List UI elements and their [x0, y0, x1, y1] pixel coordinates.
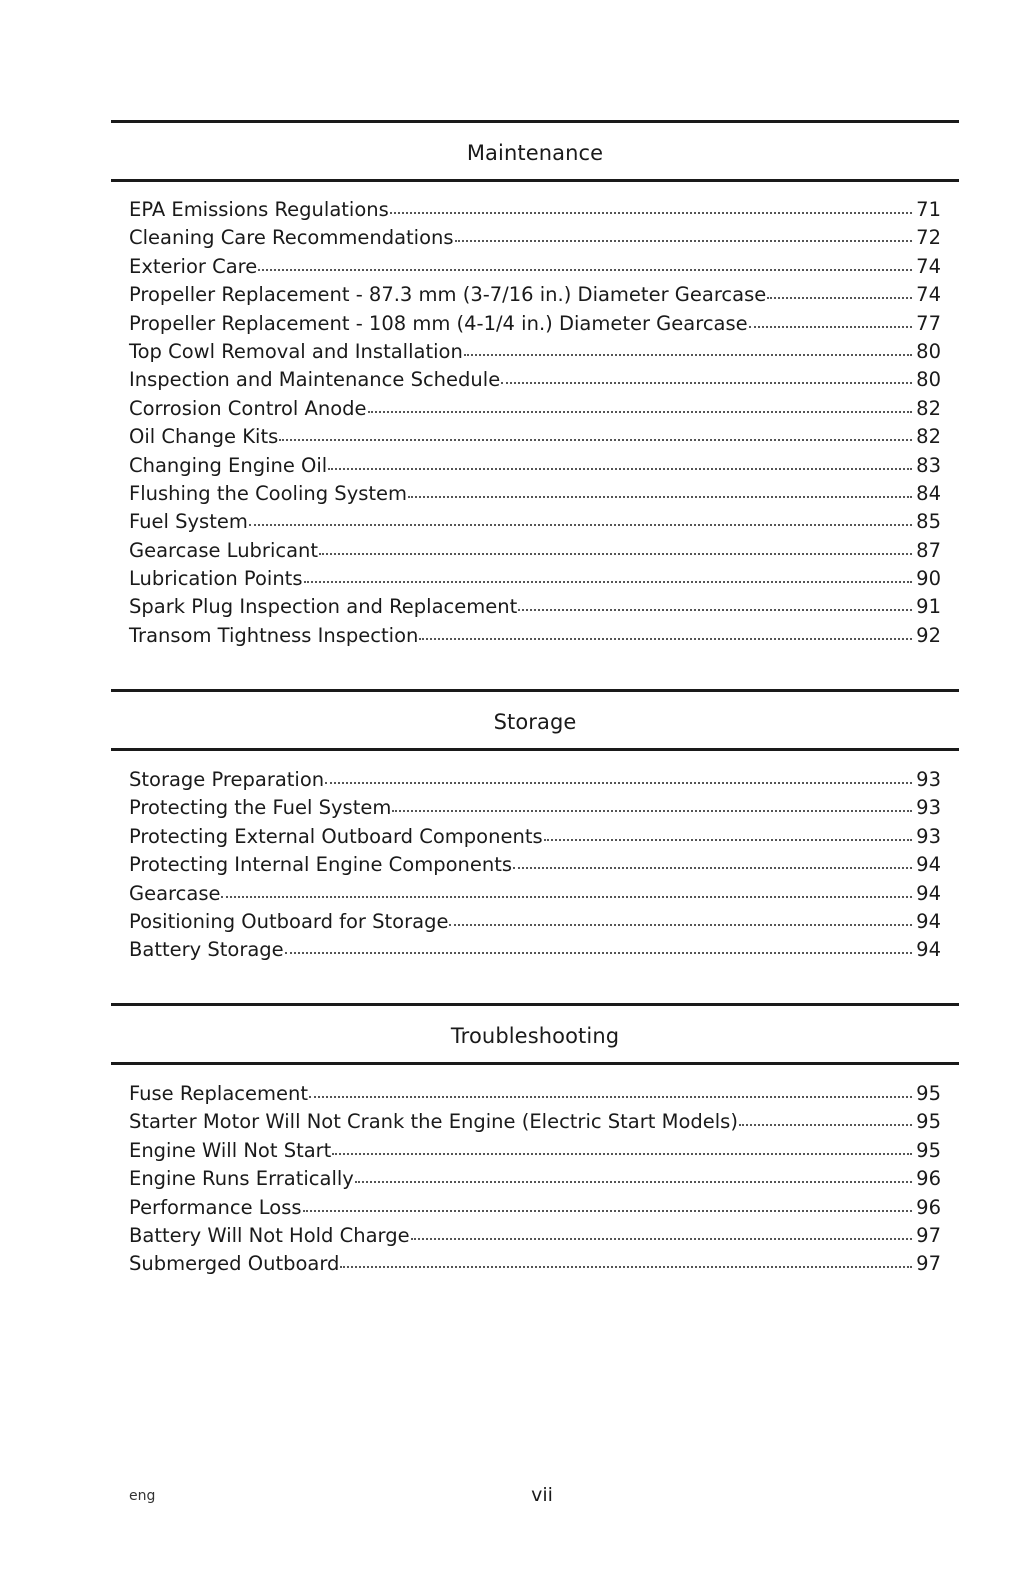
toc-entry-page-number: 96: [916, 1195, 941, 1219]
dot-leader: [449, 918, 912, 926]
toc-entry-title: Fuse Replacement: [129, 1082, 308, 1105]
toc-entry-title: EPA Emissions Regulations: [129, 198, 389, 221]
toc-entry-title: Engine Will Not Start: [129, 1138, 332, 1162]
toc-entry-page-number: 95: [916, 1082, 941, 1105]
toc-entry-title: Lubrication Points: [129, 567, 303, 591]
toc-entry[interactable]: [129, 851, 941, 879]
toc-entry-page-number: 93: [916, 824, 941, 848]
toc-entry[interactable]: [129, 196, 941, 224]
toc-entry-title: Protecting External Outboard Components: [129, 824, 543, 848]
toc-entry-page-number: 74: [916, 283, 941, 307]
dot-leader: [739, 1118, 912, 1126]
toc-entry[interactable]: [129, 310, 941, 338]
toc-entry[interactable]: [129, 936, 941, 964]
dot-leader: [464, 348, 912, 356]
toc-entry-title: Exterior Care: [129, 254, 258, 278]
toc-entry-page-number: 92: [916, 623, 941, 647]
section-bottom-rule: [111, 1062, 959, 1065]
toc-entry[interactable]: [129, 565, 941, 593]
dot-leader: [518, 603, 912, 611]
toc-entry-page-number: 85: [916, 510, 941, 534]
toc-entry-page-number: 80: [916, 368, 941, 392]
dot-leader: [340, 1260, 912, 1268]
toc-entry-title: Flushing the Cooling System: [129, 481, 408, 505]
toc-entry[interactable]: [129, 1108, 941, 1136]
toc-entry-title: Positioning Outboard for Storage: [129, 909, 449, 933]
toc-entry[interactable]: [129, 1194, 941, 1222]
toc-entry[interactable]: [129, 766, 941, 794]
dot-leader: [513, 861, 912, 869]
toc-entry-page-number: 74: [916, 254, 941, 278]
toc-entry[interactable]: [129, 908, 941, 936]
toc-entry-title: Submerged Outboard: [129, 1252, 340, 1276]
toc-entry-title: Transom Tightness Inspection: [129, 623, 419, 647]
toc-entry[interactable]: [129, 537, 941, 565]
toc-entry[interactable]: [129, 823, 941, 851]
toc-entry-title: Gearcase: [129, 881, 221, 905]
dot-leader: [309, 1090, 912, 1098]
toc-entry-title: Propeller Replacement - 108 mm (4-1/4 in.) Diameter Gearcase: [129, 311, 748, 335]
toc-entry-title: Storage Preparation: [129, 768, 325, 791]
toc-entry-page-number: 91: [916, 595, 941, 619]
toc-entry-page-number: 97: [916, 1252, 941, 1276]
toc-entry-page-number: 94: [916, 881, 941, 905]
section-bottom-rule: [111, 748, 959, 751]
toc-entry-page-number: 97: [916, 1223, 941, 1247]
toc-entry-title: Fuel System: [129, 510, 248, 534]
toc-list: [129, 766, 941, 965]
toc-entry[interactable]: [129, 593, 941, 621]
toc-entry-page-number: 83: [916, 453, 941, 477]
dot-leader: [249, 518, 912, 526]
toc-entry-title: Protecting the Fuel System: [129, 796, 392, 820]
toc-list: [129, 1080, 941, 1279]
toc-entry-page-number: 84: [916, 481, 941, 505]
toc-entry[interactable]: [129, 1250, 941, 1278]
toc-entry-page-number: 96: [916, 1167, 941, 1191]
toc-entry-title: Battery Will Not Hold Charge: [129, 1223, 410, 1247]
dot-leader: [328, 462, 912, 470]
toc-entry-title: Battery Storage: [129, 938, 284, 962]
dot-leader: [303, 1204, 913, 1212]
dot-leader: [258, 263, 912, 271]
toc-entry[interactable]: [129, 253, 941, 281]
toc-entry[interactable]: [129, 1222, 941, 1250]
toc-entry-page-number: 90: [916, 567, 941, 591]
toc-entry-page-number: 72: [916, 226, 941, 250]
section-top-rule: [111, 689, 959, 692]
dot-leader: [285, 946, 913, 954]
toc-entry-page-number: 95: [916, 1110, 941, 1134]
toc-entry-title: Gearcase Lubricant: [129, 538, 319, 562]
section-storage: [111, 689, 959, 962]
toc-list: [129, 196, 941, 650]
toc-entry-page-number: 94: [916, 853, 941, 877]
toc-entry-page-number: 94: [916, 909, 941, 933]
toc-entry[interactable]: [129, 508, 941, 536]
footer-page-number: vii: [531, 1484, 553, 1506]
toc-entry[interactable]: [129, 794, 941, 822]
toc-entry[interactable]: [129, 423, 941, 451]
toc-entry-page-number: 82: [916, 396, 941, 420]
toc-entry-title: Cleaning Care Recommendations: [129, 226, 454, 250]
dot-leader: [544, 833, 913, 841]
toc-entry-page-number: 87: [916, 538, 941, 562]
toc-entry[interactable]: [129, 281, 941, 309]
toc-entry-title: Performance Loss: [129, 1195, 302, 1219]
toc-entry-page-number: 93: [916, 768, 941, 791]
section-title: Troubleshooting: [450, 1024, 620, 1048]
toc-entry-title: Inspection and Maintenance Schedule: [129, 368, 501, 392]
toc-entry[interactable]: [129, 880, 941, 908]
toc-entry-title: Oil Change Kits: [129, 425, 279, 449]
toc-entry-title: Changing Engine Oil: [129, 453, 328, 477]
dot-leader: [368, 405, 913, 413]
toc-entry-page-number: 95: [916, 1138, 941, 1162]
section-title: Storage: [493, 710, 577, 734]
toc-entry-page-number: 77: [916, 311, 941, 335]
dot-leader: [411, 1232, 913, 1240]
dot-leader: [408, 490, 912, 498]
dot-leader: [455, 234, 913, 242]
footer-language: eng: [129, 1488, 156, 1504]
toc-entry[interactable]: [129, 1080, 941, 1108]
toc-entry-page-number: 94: [916, 938, 941, 962]
dot-leader: [767, 291, 912, 299]
toc-entry-title: Engine Runs Erratically: [129, 1167, 354, 1191]
section-top-rule: [111, 120, 959, 123]
section-troubleshooting: [111, 1003, 959, 1276]
dot-leader: [501, 376, 912, 384]
dot-leader: [749, 320, 913, 328]
toc-entry-title: Protecting Internal Engine Components: [129, 853, 513, 877]
toc-entry[interactable]: [129, 1137, 941, 1165]
dot-leader: [392, 804, 912, 812]
toc-entry-page-number: 82: [916, 425, 941, 449]
toc-entry[interactable]: [129, 224, 941, 252]
dot-leader: [304, 575, 913, 583]
toc-entry-title: Top Cowl Removal and Installation: [129, 339, 463, 363]
section-top-rule: [111, 1003, 959, 1006]
toc-entry[interactable]: [129, 395, 941, 423]
dot-leader: [279, 433, 912, 441]
toc-entry[interactable]: [129, 452, 941, 480]
toc-entry-page-number: 80: [916, 339, 941, 363]
toc-entry[interactable]: [129, 366, 941, 394]
dot-leader: [332, 1147, 912, 1155]
dot-leader: [319, 547, 912, 555]
dot-leader: [390, 206, 912, 214]
toc-entry[interactable]: [129, 338, 941, 366]
toc-entry-page-number: 71: [916, 198, 941, 221]
toc-entry[interactable]: [129, 1165, 941, 1193]
toc-entry-title: Starter Motor Will Not Crank the Engine (Electric Start Models): [129, 1110, 738, 1134]
dot-leader: [419, 632, 912, 640]
toc-entry[interactable]: [129, 622, 941, 650]
toc-entry-title: Propeller Replacement - 87.3 mm (3-7/16 in.) Diameter Gearcase: [129, 283, 767, 307]
dot-leader: [355, 1175, 912, 1183]
toc-entry-page-number: 93: [916, 796, 941, 820]
section-maintenance: [111, 120, 959, 647]
toc-entry[interactable]: [129, 480, 941, 508]
dot-leader: [325, 776, 912, 784]
dot-leader: [221, 890, 912, 898]
section-bottom-rule: [111, 179, 959, 182]
section-title: Maintenance: [466, 141, 604, 165]
toc-entry-title: Corrosion Control Anode: [129, 396, 367, 420]
toc-entry-title: Spark Plug Inspection and Replacement: [129, 595, 518, 619]
